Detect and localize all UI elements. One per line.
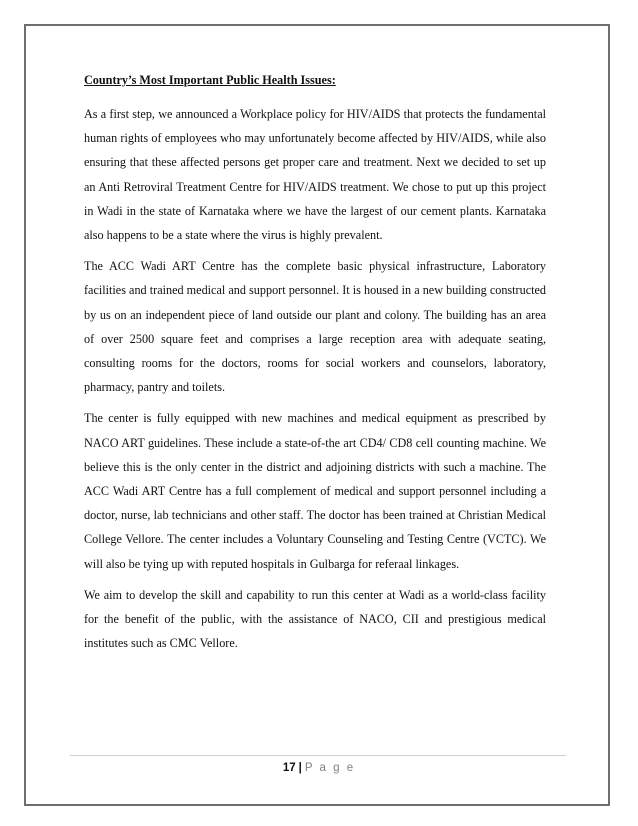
page-footer	[0, 761, 638, 775]
footer-divider	[70, 755, 566, 756]
page-number: 17	[282, 762, 296, 774]
footer-separator: |	[298, 762, 302, 774]
document-body	[84, 72, 546, 662]
section-heading: Country’s Most Important Public Health Issues:	[84, 73, 336, 87]
paragraph-equipment: The center is fully equipped with new machines and medical equipment as prescribed by NACO ART guidelines. These include a state-of-the art CD4/ CD8 cell counting machine. We believe this is the only center in the district and adjoining districts with such a machine. The ACC Wadi ART Centre has a full complement of medical and support personnel including a doctor, nurse, lab technicians and other staff. The doctor has been trained at Christian Medical College Vellore. The center includes a Voluntary Counseling and Testing Centre (VCTC). We will also be tying up with reputed hospitals in Gulbarga for referaal linkages.	[84, 411, 546, 571]
paragraph-workplace-policy: As a first step, we announced a Workplace policy for HIV/AIDS that protects the fundamental human rights of employees who may unfortunately become affected by HIV/AIDS, while also ensuring that these affected persons get proper care and treatment. Next we decided to set up an Anti Retroviral Treatment Centre for HIV/AIDS treatment. We chose to put up this project in Wadi in the state of Karnataka where we have the largest of our cement plants. Karnataka also happens to be a state where the virus is highly prevalent.	[84, 107, 546, 243]
page-label: P a g e	[304, 762, 356, 774]
paragraph-aim: We aim to develop the skill and capability to run this center at Wadi as a world-class facility for the benefit of the public, with the assistance of NACO, CII and prestigious medical institutes such as CMC Vellore.	[84, 587, 546, 651]
paragraph-infrastructure: The ACC Wadi ART Centre has the complete basic physical infrastructure, Laboratory facilities and trained medical and support personnel. It is housed in a new building constructed by us on an independent piece of land outside our plant and colony. The building has an area of over 2500 square feet and comprises a large reception area with adequate seating, consulting rooms for the doctors, rooms for social workers and counselors, laboratory, pharmacy, pantry and toilets.	[84, 259, 546, 395]
